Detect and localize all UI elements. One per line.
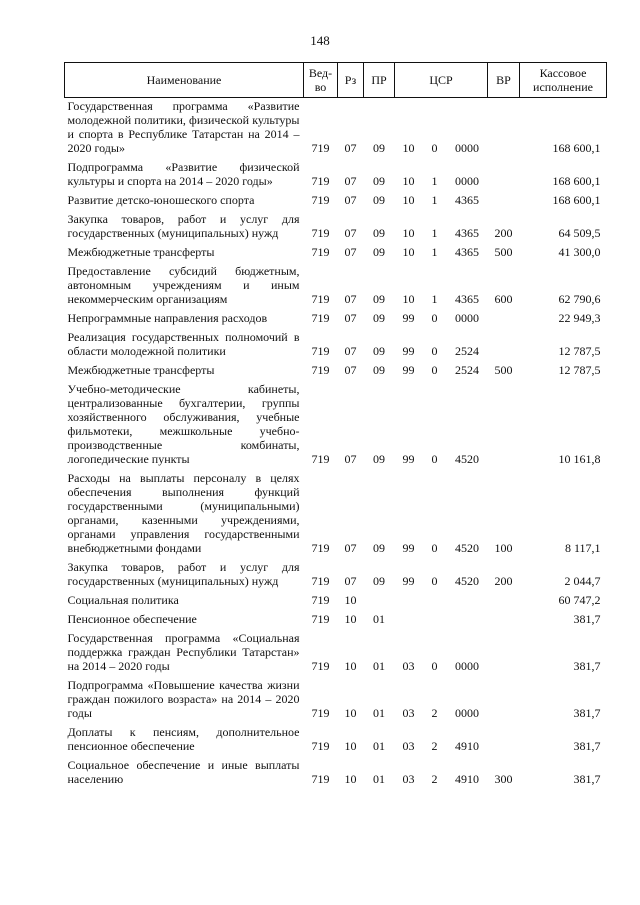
- row-vedomstvo: 719: [311, 226, 330, 240]
- row-name: Реализация государственных полномочий в области молодежной политики: [67, 330, 300, 358]
- row-pr: 09: [373, 311, 385, 325]
- row-csr-direction: [447, 592, 488, 611]
- row-csr-program: 10: [402, 141, 415, 155]
- row-csr-subprogram: 1: [431, 245, 438, 259]
- table-row: [65, 310, 607, 329]
- table-header-row: [65, 63, 607, 98]
- header-kassovoe: Кассовое исполнение: [520, 63, 607, 98]
- table-row: [65, 244, 607, 263]
- row-name: Межбюджетные трансферты: [67, 363, 215, 377]
- row-csr-program: 03: [402, 772, 415, 786]
- row-pr: 01: [373, 706, 385, 720]
- header-vr: ВР: [488, 63, 520, 98]
- row-csr-subprogram: 0: [431, 344, 438, 358]
- row-csr-subprogram: [423, 611, 447, 630]
- row-csr-program: 10: [402, 174, 415, 188]
- row-vr: [488, 592, 520, 611]
- row-csr-direction: 4365: [455, 226, 479, 240]
- row-amount: 168 600,1: [552, 174, 601, 188]
- row-csr-program: 03: [402, 706, 415, 720]
- row-csr-direction: 2524: [455, 363, 479, 377]
- row-rz: 10: [344, 612, 357, 626]
- row-vedomstvo: 719: [311, 706, 330, 720]
- row-csr-subprogram: 2: [431, 772, 438, 786]
- row-name: Государственная программа «Социальная поддержка граждан Республики Татарстан» на 2014 – 2020 годы: [67, 631, 300, 673]
- row-vedomstvo: 719: [311, 612, 330, 626]
- row-vr: [488, 724, 520, 757]
- row-vedomstvo: 719: [311, 174, 330, 188]
- row-csr-direction: 4365: [455, 245, 479, 259]
- row-pr: 09: [373, 174, 385, 188]
- row-amount: 168 600,1: [552, 193, 601, 207]
- row-pr: 09: [373, 452, 385, 466]
- row-name: Предоставление субсидий бюджетным, автономным учреждениям и иным некоммерческим организациям: [67, 264, 300, 306]
- row-vr: 300: [494, 772, 513, 786]
- row-csr-direction: 0000: [455, 311, 479, 325]
- row-rz: 07: [344, 452, 357, 466]
- row-name: Расходы на выплаты персоналу в целях обеспечения выполнения функций государственными (муниципальными) органами, казенными учреждениями, органами управления государственными внебюджетными фондами: [67, 471, 300, 555]
- table-row: [65, 757, 607, 790]
- row-pr: 01: [373, 659, 385, 673]
- table-row: [65, 362, 607, 381]
- row-csr-direction: 0000: [455, 174, 479, 188]
- row-name: Подпрограмма «Повышение качества жизни граждан пожилого возраста» на 2014 – 2020 годы: [67, 678, 300, 720]
- row-rz: 10: [344, 593, 357, 607]
- row-vedomstvo: 719: [311, 574, 330, 588]
- table-row: [65, 329, 607, 362]
- table-row: [65, 630, 607, 677]
- row-csr-direction: 0000: [455, 141, 479, 155]
- row-vedomstvo: 719: [311, 311, 330, 325]
- row-csr-direction: 2524: [455, 344, 479, 358]
- row-vr: [488, 329, 520, 362]
- row-vedomstvo: 719: [311, 452, 330, 466]
- row-csr-subprogram: 2: [431, 739, 438, 753]
- row-csr-subprogram: 0: [431, 363, 438, 377]
- row-amount: 381,7: [573, 659, 601, 673]
- row-vr: 200: [494, 574, 513, 588]
- row-csr-program: 99: [402, 311, 415, 325]
- row-amount: 381,7: [573, 612, 601, 626]
- header-pr: ПР: [364, 63, 395, 98]
- row-vedomstvo: 719: [311, 593, 330, 607]
- row-pr: 09: [373, 363, 385, 377]
- row-csr-direction: 0000: [455, 706, 479, 720]
- row-rz: 10: [344, 706, 357, 720]
- row-csr-subprogram: 0: [431, 659, 438, 673]
- page-number: 148: [310, 33, 330, 48]
- row-vr: 500: [494, 245, 513, 259]
- row-vedomstvo: 719: [311, 739, 330, 753]
- table-row: [65, 470, 607, 559]
- table-row: [65, 559, 607, 592]
- row-vr: [488, 310, 520, 329]
- row-amount: 168 600,1: [552, 141, 601, 155]
- row-rz: 07: [344, 541, 357, 555]
- row-amount: 381,7: [573, 739, 601, 753]
- row-name: Учебно-методические кабинеты, централизованные бухгалтерии, группы хозяйственного обслуживания, учебные фильмотеки, межшкольные учебно-производственные комбинаты, логопедические пункты: [67, 382, 300, 466]
- row-csr-program: 10: [402, 226, 415, 240]
- row-csr-direction: 4365: [455, 193, 479, 207]
- row-rz: 07: [344, 292, 357, 306]
- row-csr-program: 10: [402, 292, 415, 306]
- row-rz: 07: [344, 226, 357, 240]
- row-amount: 12 787,5: [558, 344, 601, 358]
- row-csr-subprogram: 1: [431, 193, 438, 207]
- row-pr: 01: [373, 772, 385, 786]
- row-pr: 09: [373, 344, 385, 358]
- row-name: Социальное обеспечение и иные выплаты населению: [67, 758, 300, 786]
- row-vedomstvo: 719: [311, 363, 330, 377]
- table-row: [65, 192, 607, 211]
- row-csr-program: 10: [402, 193, 415, 207]
- row-amount: 8 117,1: [564, 541, 601, 555]
- row-csr-program: 10: [402, 245, 415, 259]
- row-amount: 2 044,7: [564, 574, 601, 588]
- row-csr-direction: 4365: [455, 292, 479, 306]
- row-csr-subprogram: 1: [431, 292, 438, 306]
- row-pr: 09: [373, 245, 385, 259]
- row-pr: [364, 592, 395, 611]
- row-vedomstvo: 719: [311, 541, 330, 555]
- row-pr: 09: [373, 141, 385, 155]
- row-pr: 09: [373, 292, 385, 306]
- row-pr: 01: [373, 612, 385, 626]
- row-vr: [488, 159, 520, 192]
- table-row: [65, 611, 607, 630]
- row-amount: 41 300,0: [558, 245, 601, 259]
- row-rz: 07: [344, 245, 357, 259]
- row-rz: 07: [344, 363, 357, 377]
- table-row: [65, 381, 607, 470]
- row-vr: 100: [494, 541, 513, 555]
- row-vedomstvo: 719: [311, 344, 330, 358]
- row-name: Закупка товаров, работ и услуг для государственных (муниципальных) нужд: [67, 212, 300, 240]
- row-vedomstvo: 719: [311, 659, 330, 673]
- row-vr: 600: [494, 292, 513, 306]
- row-rz: 07: [344, 193, 357, 207]
- table-row: [65, 159, 607, 192]
- row-csr-direction: 0000: [455, 659, 479, 673]
- row-csr-program: 99: [402, 574, 415, 588]
- row-vr: [488, 381, 520, 470]
- row-rz: 07: [344, 311, 357, 325]
- row-csr-subprogram: 0: [431, 452, 438, 466]
- row-csr-program: [395, 611, 423, 630]
- row-vr: 200: [494, 226, 513, 240]
- row-pr: 09: [373, 541, 385, 555]
- row-rz: 07: [344, 141, 357, 155]
- table-row: [65, 724, 607, 757]
- row-csr-direction: 4910: [455, 772, 479, 786]
- row-name: Государственная программа «Развитие молодежной политики, физической культуры и спорта в Республике Татарстан на 2014 – 2020 годы»: [67, 99, 300, 155]
- row-csr-subprogram: [423, 592, 447, 611]
- row-rz: 07: [344, 574, 357, 588]
- table-row: [65, 263, 607, 310]
- row-vedomstvo: 719: [311, 141, 330, 155]
- row-name: Пенсионное обеспечение: [67, 612, 197, 626]
- table-row: [65, 211, 607, 244]
- table-row: [65, 98, 607, 160]
- row-vr: [488, 630, 520, 677]
- row-csr-subprogram: 1: [431, 226, 438, 240]
- row-name: Развитие детско-юношеского спорта: [67, 193, 255, 207]
- row-csr-program: 03: [402, 739, 415, 753]
- row-pr: 09: [373, 226, 385, 240]
- row-rz: 07: [344, 174, 357, 188]
- budget-table: [64, 62, 607, 790]
- row-csr-subprogram: 0: [431, 311, 438, 325]
- header-rz: Рз: [338, 63, 364, 98]
- row-pr: 01: [373, 739, 385, 753]
- row-csr-program: 99: [402, 541, 415, 555]
- row-csr-subprogram: 0: [431, 574, 438, 588]
- row-amount: 60 747,2: [558, 593, 601, 607]
- row-csr-direction: 4520: [455, 452, 479, 466]
- row-csr-subprogram: 0: [431, 541, 438, 555]
- row-rz: 10: [344, 739, 357, 753]
- row-name: Социальная политика: [67, 593, 179, 607]
- row-csr-program: 99: [402, 452, 415, 466]
- row-csr-direction: 4520: [455, 541, 479, 555]
- table-row: [65, 677, 607, 724]
- row-name: Непрограммные направления расходов: [67, 311, 268, 325]
- row-csr-subprogram: 1: [431, 174, 438, 188]
- row-name: Подпрограмма «Развитие физической культуры и спорта на 2014 – 2020 годы»: [67, 160, 300, 188]
- row-csr-program: 99: [402, 344, 415, 358]
- header-vedomstvo: Вед- во: [304, 63, 338, 98]
- row-name: Закупка товаров, работ и услуг для государственных (муниципальных) нужд: [67, 560, 300, 588]
- row-name: Доплаты к пенсиям, дополнительное пенсионное обеспечение: [67, 725, 300, 753]
- row-amount: 62 790,6: [558, 292, 601, 306]
- row-amount: 381,7: [573, 772, 601, 786]
- row-csr-subprogram: 2: [431, 706, 438, 720]
- row-vr: 500: [494, 363, 513, 377]
- row-amount: 12 787,5: [558, 363, 601, 377]
- row-vedomstvo: 719: [311, 193, 330, 207]
- row-csr-direction: 4520: [455, 574, 479, 588]
- row-pr: 09: [373, 193, 385, 207]
- row-csr-program: [395, 592, 423, 611]
- row-amount: 22 949,3: [558, 311, 601, 325]
- row-csr-program: 03: [402, 659, 415, 673]
- row-amount: 64 509,5: [558, 226, 601, 240]
- row-vr: [488, 98, 520, 160]
- header-name: Наименование: [65, 63, 304, 98]
- table-row: [65, 592, 607, 611]
- row-vr: [488, 677, 520, 724]
- row-rz: 10: [344, 659, 357, 673]
- row-pr: 09: [373, 574, 385, 588]
- row-vedomstvo: 719: [311, 245, 330, 259]
- row-csr-program: 99: [402, 363, 415, 377]
- header-csr: ЦСР: [395, 63, 488, 98]
- row-name: Межбюджетные трансферты: [67, 245, 215, 259]
- row-vedomstvo: 719: [311, 292, 330, 306]
- row-amount: 10 161,8: [558, 452, 601, 466]
- row-amount: 381,7: [573, 706, 601, 720]
- row-csr-subprogram: 0: [431, 141, 438, 155]
- row-csr-direction: [447, 611, 488, 630]
- row-rz: 10: [344, 772, 357, 786]
- row-rz: 07: [344, 344, 357, 358]
- row-csr-direction: 4910: [455, 739, 479, 753]
- row-vr: [488, 192, 520, 211]
- row-vedomstvo: 719: [311, 772, 330, 786]
- row-vr: [488, 611, 520, 630]
